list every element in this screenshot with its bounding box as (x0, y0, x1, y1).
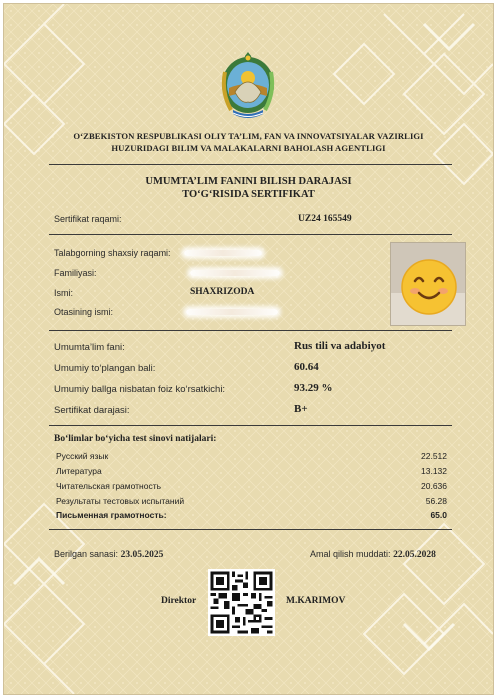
certificate-title (24, 175, 473, 201)
section-name: Читательская грамотность (56, 481, 162, 491)
title-line-2: TO‘G‘RISIDA SERTIFIKAT (182, 189, 315, 200)
certificate (3, 3, 494, 695)
sections-heading: Bo‘limlar bo‘yicha test sinovi natijalari: (54, 434, 217, 444)
director-name: M.KARIMOV (286, 596, 346, 606)
issue-date-label (54, 549, 163, 560)
section-name: Литература (56, 466, 102, 476)
issue-date-caption: Berilgan sanasi: (54, 549, 119, 559)
title-line-1: UMUMTA’LIM FANINI BILISH DARAJASI (145, 176, 352, 187)
agency-line-1: O‘ZBEKISTON RESPUBLIKASI OLIY TA’LIM, FAN VA INNOVATSIYALAR VAZIRLIGI (73, 131, 424, 141)
percent-value: 93.29 % (294, 382, 333, 394)
section-divider (49, 330, 452, 331)
qr-code-icon[interactable] (208, 569, 275, 636)
redacted-patronymic (186, 309, 278, 315)
percent-label: Umumiy ballga nisbatan foiz ko‘rsatkichi: (54, 384, 226, 395)
section-score: 20.636 (421, 481, 447, 491)
certificate-number-label: Sertifikat raqami: (54, 214, 122, 224)
director-label: Direktor (161, 596, 197, 606)
section-name: Письменная грамотность: (56, 510, 167, 520)
first-name-label: Ismi: (54, 288, 73, 298)
section-score: 56.28 (425, 496, 447, 506)
issue-date: 23.05.2025 (120, 550, 164, 560)
candidate-photo (390, 242, 466, 326)
section-score: 65.0 (430, 510, 447, 520)
subject-label: Umumta’lim fani: (54, 342, 125, 353)
surname-label: Familiyasi: (54, 268, 97, 278)
qr-code-graphic (208, 569, 275, 636)
redacted-surname (190, 270, 280, 276)
level-label: Sertifikat darajasi: (54, 405, 130, 416)
total-score-label: Umumiy to‘plangan bali: (54, 363, 156, 374)
subject-value: Rus tili va adabiyot (294, 340, 386, 352)
level-value: B+ (294, 403, 308, 415)
personal-id-label: Talabgorning shaxsiy raqami: (54, 248, 171, 258)
section-score: 13.132 (421, 466, 447, 476)
valid-until-date: 22.05.2028 (393, 550, 436, 560)
agency-line-2: HUZURIDAGI BILIM VA MALAKALARNI BAHOLASH AGENTLIGI (111, 143, 386, 153)
smiling-face-icon (391, 243, 465, 325)
total-score-value: 60.64 (294, 361, 319, 373)
valid-until-label (310, 549, 436, 560)
section-divider (49, 425, 452, 426)
section-name: Русский язык (56, 451, 109, 461)
agency-name (24, 130, 473, 154)
state-emblem-icon (219, 52, 277, 122)
section-score: 22.512 (421, 451, 447, 461)
section-divider (49, 234, 452, 235)
redacted-personal-id (184, 250, 262, 256)
header-divider (49, 164, 452, 165)
certificate-number: UZ24 165549 (298, 214, 352, 224)
section-divider (49, 529, 452, 530)
section-name: Результаты тестовых испытаний (56, 496, 185, 506)
valid-until-caption: Amal qilish muddati: (310, 549, 391, 559)
first-name: SHAXRIZODA (190, 287, 255, 297)
patronymic-label: Otasining ismi: (54, 307, 114, 317)
